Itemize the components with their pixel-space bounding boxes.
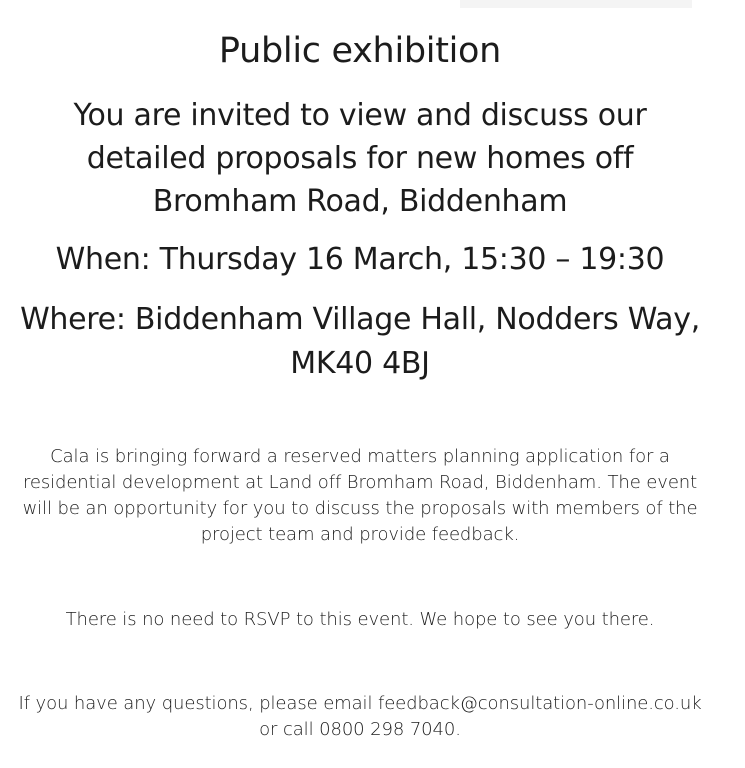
page-title: Public exhibition — [218, 31, 502, 71]
invitation-text: You are invited to view and discuss our detailed proposals for new homes off Bromham Road, Biddenham — [73, 98, 647, 219]
contact-info: If you have any questions, please email feedback@consultation-online.co.uk or call 0800 298 7040. — [18, 693, 702, 740]
event-description: Cala is bringing forward a reserved matters planning application for a residential development at Land off Bromham Road, Biddenham. The event will be an opportunity for you to discuss the proposals with members of the project team and provide feedback. — [22, 446, 698, 545]
event-location: Where: Biddenham Village Hall, Nodders Way, MK40 4BJ — [20, 302, 700, 381]
rsvp-note: There is no need to RSVP to this event. We hope to see you there. — [65, 609, 655, 630]
event-date-time: When: Thursday 16 March, 15:30 – 19:30 — [55, 242, 665, 277]
